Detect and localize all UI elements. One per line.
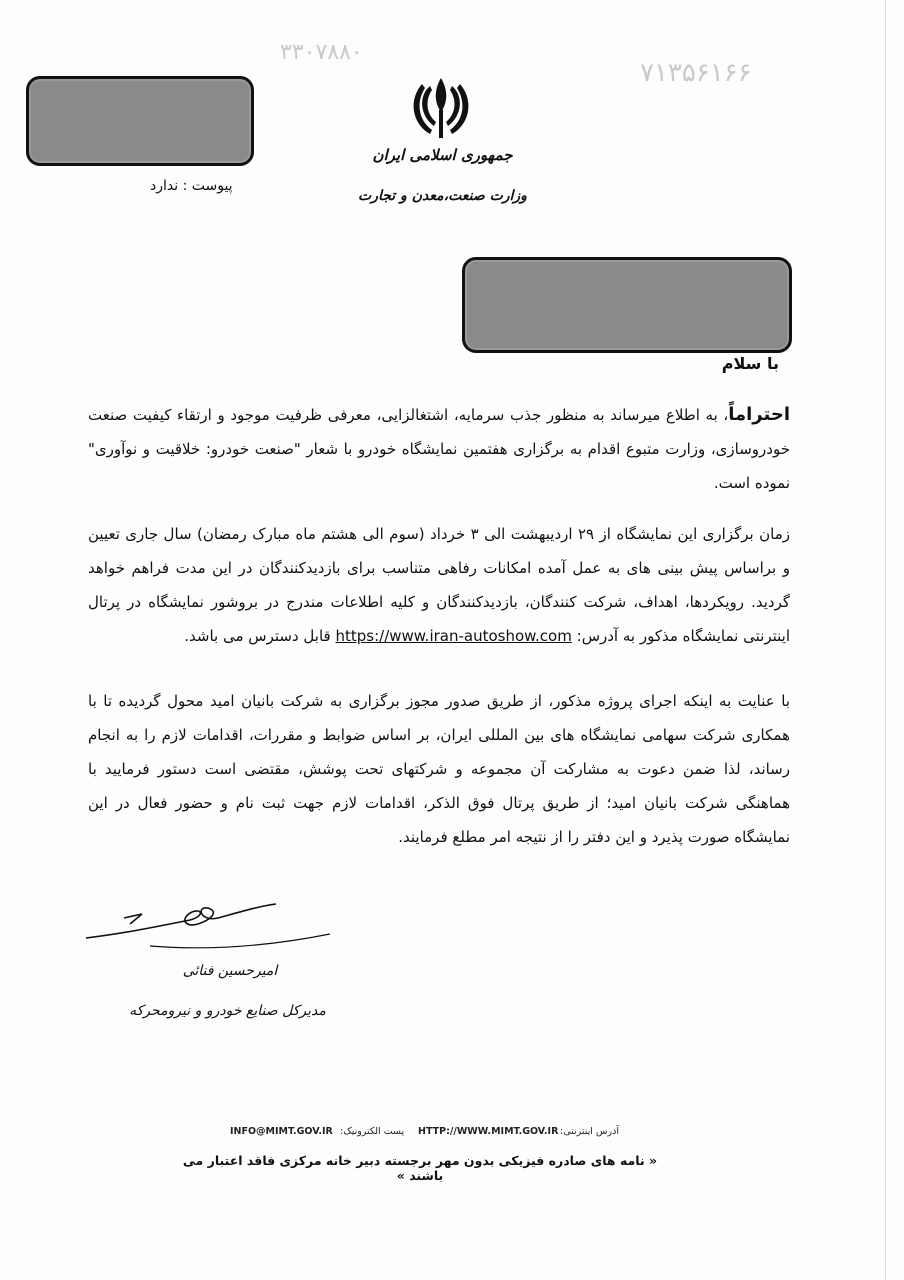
footer-website-label: آدرس اینترنتی: (560, 1126, 619, 1137)
paragraph-2-text: زمان برگزاری این نمایشگاه از ۲۹ اردیبهشت الی ۳ خرداد (سوم الی هشتم ماه مبارک رمضان) سال جاری تعیین و براساس پیش بینی های به عمل آمده امکانات رفاهی متناسب برای بازدیدکنندگان در این مدت فراهم خواهد گردید. رویکردها، اهداف، شرکت کنندگان، بازدیدکنندگان و کلیه اطلاعات مندرج در بروشور نمایشگاه در پرتال اینترنتی نمایشگاه مذکور به آدرس: (88, 525, 790, 645)
paragraph-2 (88, 517, 790, 653)
signer-name: امیرحسین فنائی (182, 963, 278, 979)
footer-email-label: پست الکترونیک: (340, 1126, 405, 1137)
paragraph-2-end: قابل دسترس می باشد. (184, 627, 331, 645)
greeting: با سلام (721, 354, 779, 373)
attachment-label: پیوست : ندارد (150, 178, 233, 194)
signature-mark (80, 898, 340, 958)
paragraph-3-text: با عنایت به اینکه اجرای پروژه مذکور، از طریق صدور مجوز برگزاری به شرکت بانیان امید محول گردیده تا با همکاری شرکت سهامی نمایشگاه های بین المللی ایران، بر اساس ضوابط و مقررات، اقدامات لازم را به انجام رساند، لذا ضمن دعوت به مشارکت آن مجموعه و شرکتهای تحت پوشش، مقتضی است دستور فرمایید با هماهنگی شرکت بانیان امید؛ از طریق پرتال فوق الذکر، اقدامات لازم جهت ثبت نام و حضور فعال در این نمایشگاه صورت پذیرد و این دفتر را از نتیجه امر مطلع فرمایند. (88, 692, 790, 846)
redacted-box-top-left (26, 76, 254, 166)
footer-notice: « نامه های صادره فیزیکی بدون مهر برجسته دبیر خانه مرکزی فاقد اعتبار می باشند » (182, 1153, 658, 1183)
government-title: جمهوری اسلامی ایران (372, 146, 513, 164)
footer-email[interactable]: INFO@MIMT.GOV.IR (230, 1126, 333, 1137)
paragraph-3 (88, 684, 790, 854)
iran-emblem-icon (408, 72, 474, 144)
page-edge (885, 0, 886, 1280)
signer-title: مدیرکل صنایع خودرو و نیرومحرکه (129, 1003, 326, 1019)
faint-number-top-center: ۳۳۰۷۸۸۰ (280, 40, 363, 65)
paragraph-1-text: ، به اطلاع میرساند به منظور جذب سرمایه، اشتغالزایی، معرفی ظرفیت موجود و ارتقاء کیفیت صنعت خودروسازی، وزارت متبوع اقدام به برگزاری هفتمین نمایشگاه خودرو با شعار "صنعت خودرو: خلاقیت و نوآوری" نموده است. (88, 406, 790, 492)
redacted-box-recipient (462, 257, 792, 353)
paragraph-1-lead: احتراماً (728, 404, 790, 425)
ministry-title: وزارت صنعت،معدن و تجارت (358, 188, 527, 204)
footer-contact (150, 1126, 630, 1146)
footer-website[interactable]: HTTP://WWW.MIMT.GOV.IR (418, 1126, 559, 1137)
paragraph-1 (88, 398, 790, 500)
faint-number-top-right: ۷۱۳۵۶۱۶۶ (640, 58, 752, 88)
autoshow-link[interactable]: https://www.iran-autoshow.com (335, 627, 572, 645)
